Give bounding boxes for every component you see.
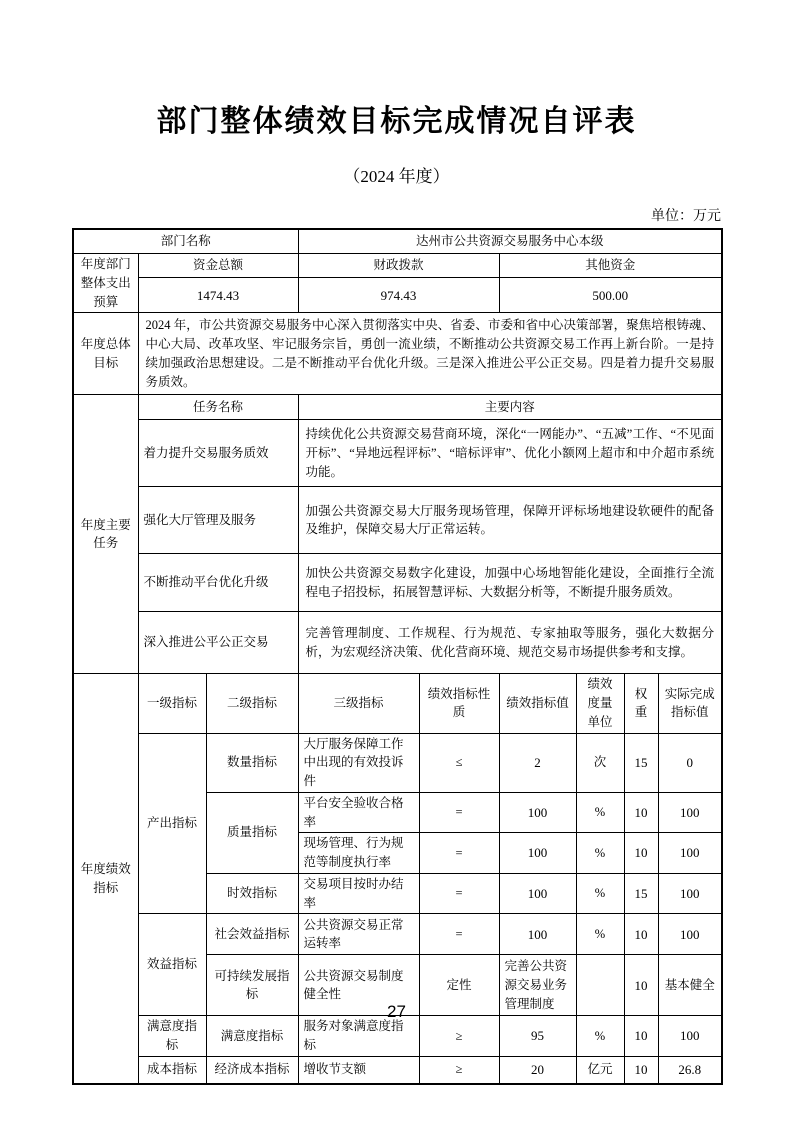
indicator-unit: % [576, 792, 624, 833]
self-evaluation-table [72, 228, 723, 1085]
indicator-target: 2 [499, 733, 576, 792]
indicator-weight: 10 [624, 792, 658, 833]
indicator-nature: ≤ [419, 733, 499, 792]
indicator-header-weight: 权重 [624, 674, 658, 733]
budget-value-fiscal: 974.43 [298, 278, 499, 313]
indicator-nature: = [419, 873, 499, 914]
indicator-unit: % [576, 1016, 624, 1057]
table-row [73, 554, 722, 612]
budget-value-other: 500.00 [499, 278, 722, 313]
indicator-actual: 0 [658, 733, 722, 792]
indicator-target: 20 [499, 1056, 576, 1084]
indicator-weight: 10 [624, 914, 658, 955]
table-row [73, 278, 722, 313]
indicator-header-actual: 实际完成指标值 [658, 674, 722, 733]
table-row [73, 914, 722, 955]
task-name: 着力提升交易服务质效 [138, 420, 298, 487]
indicator-weight: 10 [624, 955, 658, 1016]
indicator-level2: 数量指标 [206, 733, 298, 792]
table-row [73, 313, 722, 395]
indicator-unit: % [576, 873, 624, 914]
budget-value-total: 1474.43 [138, 278, 298, 313]
indicator-nature: ≥ [419, 1016, 499, 1057]
budget-row-label: 年度部门整体支出预算 [73, 254, 138, 313]
indicator-level3: 平台安全验收合格率 [298, 792, 419, 833]
budget-col-other: 其他资金 [499, 254, 722, 278]
indicator-header-level2: 二级指标 [206, 674, 298, 733]
task-name: 深入推进公平公正交易 [138, 612, 298, 674]
indicator-level2: 满意度指标 [206, 1016, 298, 1057]
task-name-header: 任务名称 [138, 395, 298, 420]
task-name: 强化大厅管理及服务 [138, 487, 298, 554]
indicator-level3: 公共资源交易制度健全性 [298, 955, 419, 1016]
task-content: 完善管理制度、工作规程、行为规范、专家抽取等服务，强化大数据分析，为宏观经济决策、优化营商环境、规范交易市场提供参考和支撑。 [298, 612, 722, 674]
budget-col-total: 资金总额 [138, 254, 298, 278]
indicator-weight: 15 [624, 873, 658, 914]
table-row [73, 487, 722, 554]
tasks-row-label: 年度主要任务 [73, 395, 138, 674]
table-row [73, 254, 722, 278]
table-row [73, 1056, 722, 1084]
indicator-nature: = [419, 792, 499, 833]
table-row [73, 612, 722, 674]
indicator-header-level3: 三级指标 [298, 674, 419, 733]
indicator-header-unit: 绩效度量单位 [576, 674, 624, 733]
annual-goal-label: 年度总体目标 [73, 313, 138, 395]
budget-col-fiscal: 财政拨款 [298, 254, 499, 278]
indicator-level2: 可持续发展指标 [206, 955, 298, 1016]
task-content: 持续优化公共资源交易营商环境，深化“一网能办”、“五减”工作、“不见面开标”、“异地远程评标”、“暗标评审”、优化小额网上超市和中介超市系统功能。 [298, 420, 722, 487]
table-row [73, 229, 722, 254]
indicator-header-target: 绩效指标值 [499, 674, 576, 733]
indicator-level2: 社会效益指标 [206, 914, 298, 955]
indicator-level1: 满意度指标 [138, 1016, 206, 1057]
dept-name-value: 达州市公共资源交易服务中心本级 [298, 229, 722, 254]
indicator-unit: % [576, 914, 624, 955]
indicator-unit: 亿元 [576, 1056, 624, 1084]
task-content-header: 主要内容 [298, 395, 722, 420]
indicators-row-label: 年度绩效指标 [73, 674, 138, 1084]
indicator-level3: 公共资源交易正常运转率 [298, 914, 419, 955]
indicator-target: 95 [499, 1016, 576, 1057]
indicator-actual: 26.8 [658, 1056, 722, 1084]
indicator-nature: = [419, 914, 499, 955]
indicator-target: 100 [499, 792, 576, 833]
indicator-nature: ≥ [419, 1056, 499, 1084]
indicator-level3: 服务对象满意度指标 [298, 1016, 419, 1057]
indicator-header-level1: 一级指标 [138, 674, 206, 733]
indicator-level3: 交易项目按时办结率 [298, 873, 419, 914]
indicator-unit: 次 [576, 733, 624, 792]
indicator-target: 100 [499, 873, 576, 914]
indicator-header-nature: 绩效指标性质 [419, 674, 499, 733]
indicator-level1: 成本指标 [138, 1056, 206, 1084]
indicator-target: 完善公共资源交易业务管理制度 [499, 955, 576, 1016]
indicator-weight: 10 [624, 1056, 658, 1084]
page-title: 部门整体绩效目标完成情况自评表 [156, 105, 637, 138]
indicator-level2: 时效指标 [206, 873, 298, 914]
table-row [73, 674, 722, 733]
indicator-actual: 100 [658, 914, 722, 955]
indicator-unit: % [576, 833, 624, 874]
table-row [73, 420, 722, 487]
indicator-target: 100 [499, 833, 576, 874]
indicator-actual: 100 [658, 1016, 722, 1057]
indicator-weight: 10 [624, 833, 658, 874]
indicator-actual: 100 [658, 873, 722, 914]
table-row [73, 733, 722, 792]
document-content [72, 205, 721, 1085]
indicator-level1: 效益指标 [138, 914, 206, 1016]
indicator-nature: 定性 [419, 955, 499, 1016]
indicator-level2: 质量指标 [206, 792, 298, 873]
unit-note: 单位：万元 [651, 209, 721, 224]
indicator-actual: 基本健全 [658, 955, 722, 1016]
indicator-target: 100 [499, 914, 576, 955]
indicator-level3: 大厅服务保障工作中出现的有效投诉件 [298, 733, 419, 792]
page-subtitle: （2024 年度） [343, 167, 450, 186]
indicator-level3: 现场管理、行为规范等制度执行率 [298, 833, 419, 874]
dept-name-label: 部门名称 [73, 229, 298, 254]
task-content: 加快公共资源交易数字化建设，加强中心场地智能化建设，全面推行全流程电子招投标，拓展智慧评标、大数据分析等，不断提升服务质效。 [298, 554, 722, 612]
annual-goal-content: 2024 年，市公共资源交易服务中心深入贯彻落实中央、省委、市委和省中心决策部署，聚焦培根铸魂、中心大局、改革攻坚、牢记服务宗旨，勇创一流业绩，不断推动公共资源交易工作再上新台阶。一是持续加强政治思想建设。二是不断推动平台优化升级。三是深入推进公平公正交易。四是着力提升交易服务质效。 [138, 313, 722, 395]
indicator-actual: 100 [658, 833, 722, 874]
task-content: 加强公共资源交易大厅服务现场管理，保障开评标场地建设软硬件的配备及维护，保障交易大厅正常运转。 [298, 487, 722, 554]
indicator-actual: 100 [658, 792, 722, 833]
indicator-level1: 产出指标 [138, 733, 206, 914]
indicator-level2: 经济成本指标 [206, 1056, 298, 1084]
indicator-level3: 增收节支额 [298, 1056, 419, 1084]
indicator-weight: 15 [624, 733, 658, 792]
page-number: 27 [387, 1002, 406, 1021]
indicator-nature: = [419, 833, 499, 874]
table-row [73, 395, 722, 420]
indicator-weight: 10 [624, 1016, 658, 1057]
task-name: 不断推动平台优化升级 [138, 554, 298, 612]
